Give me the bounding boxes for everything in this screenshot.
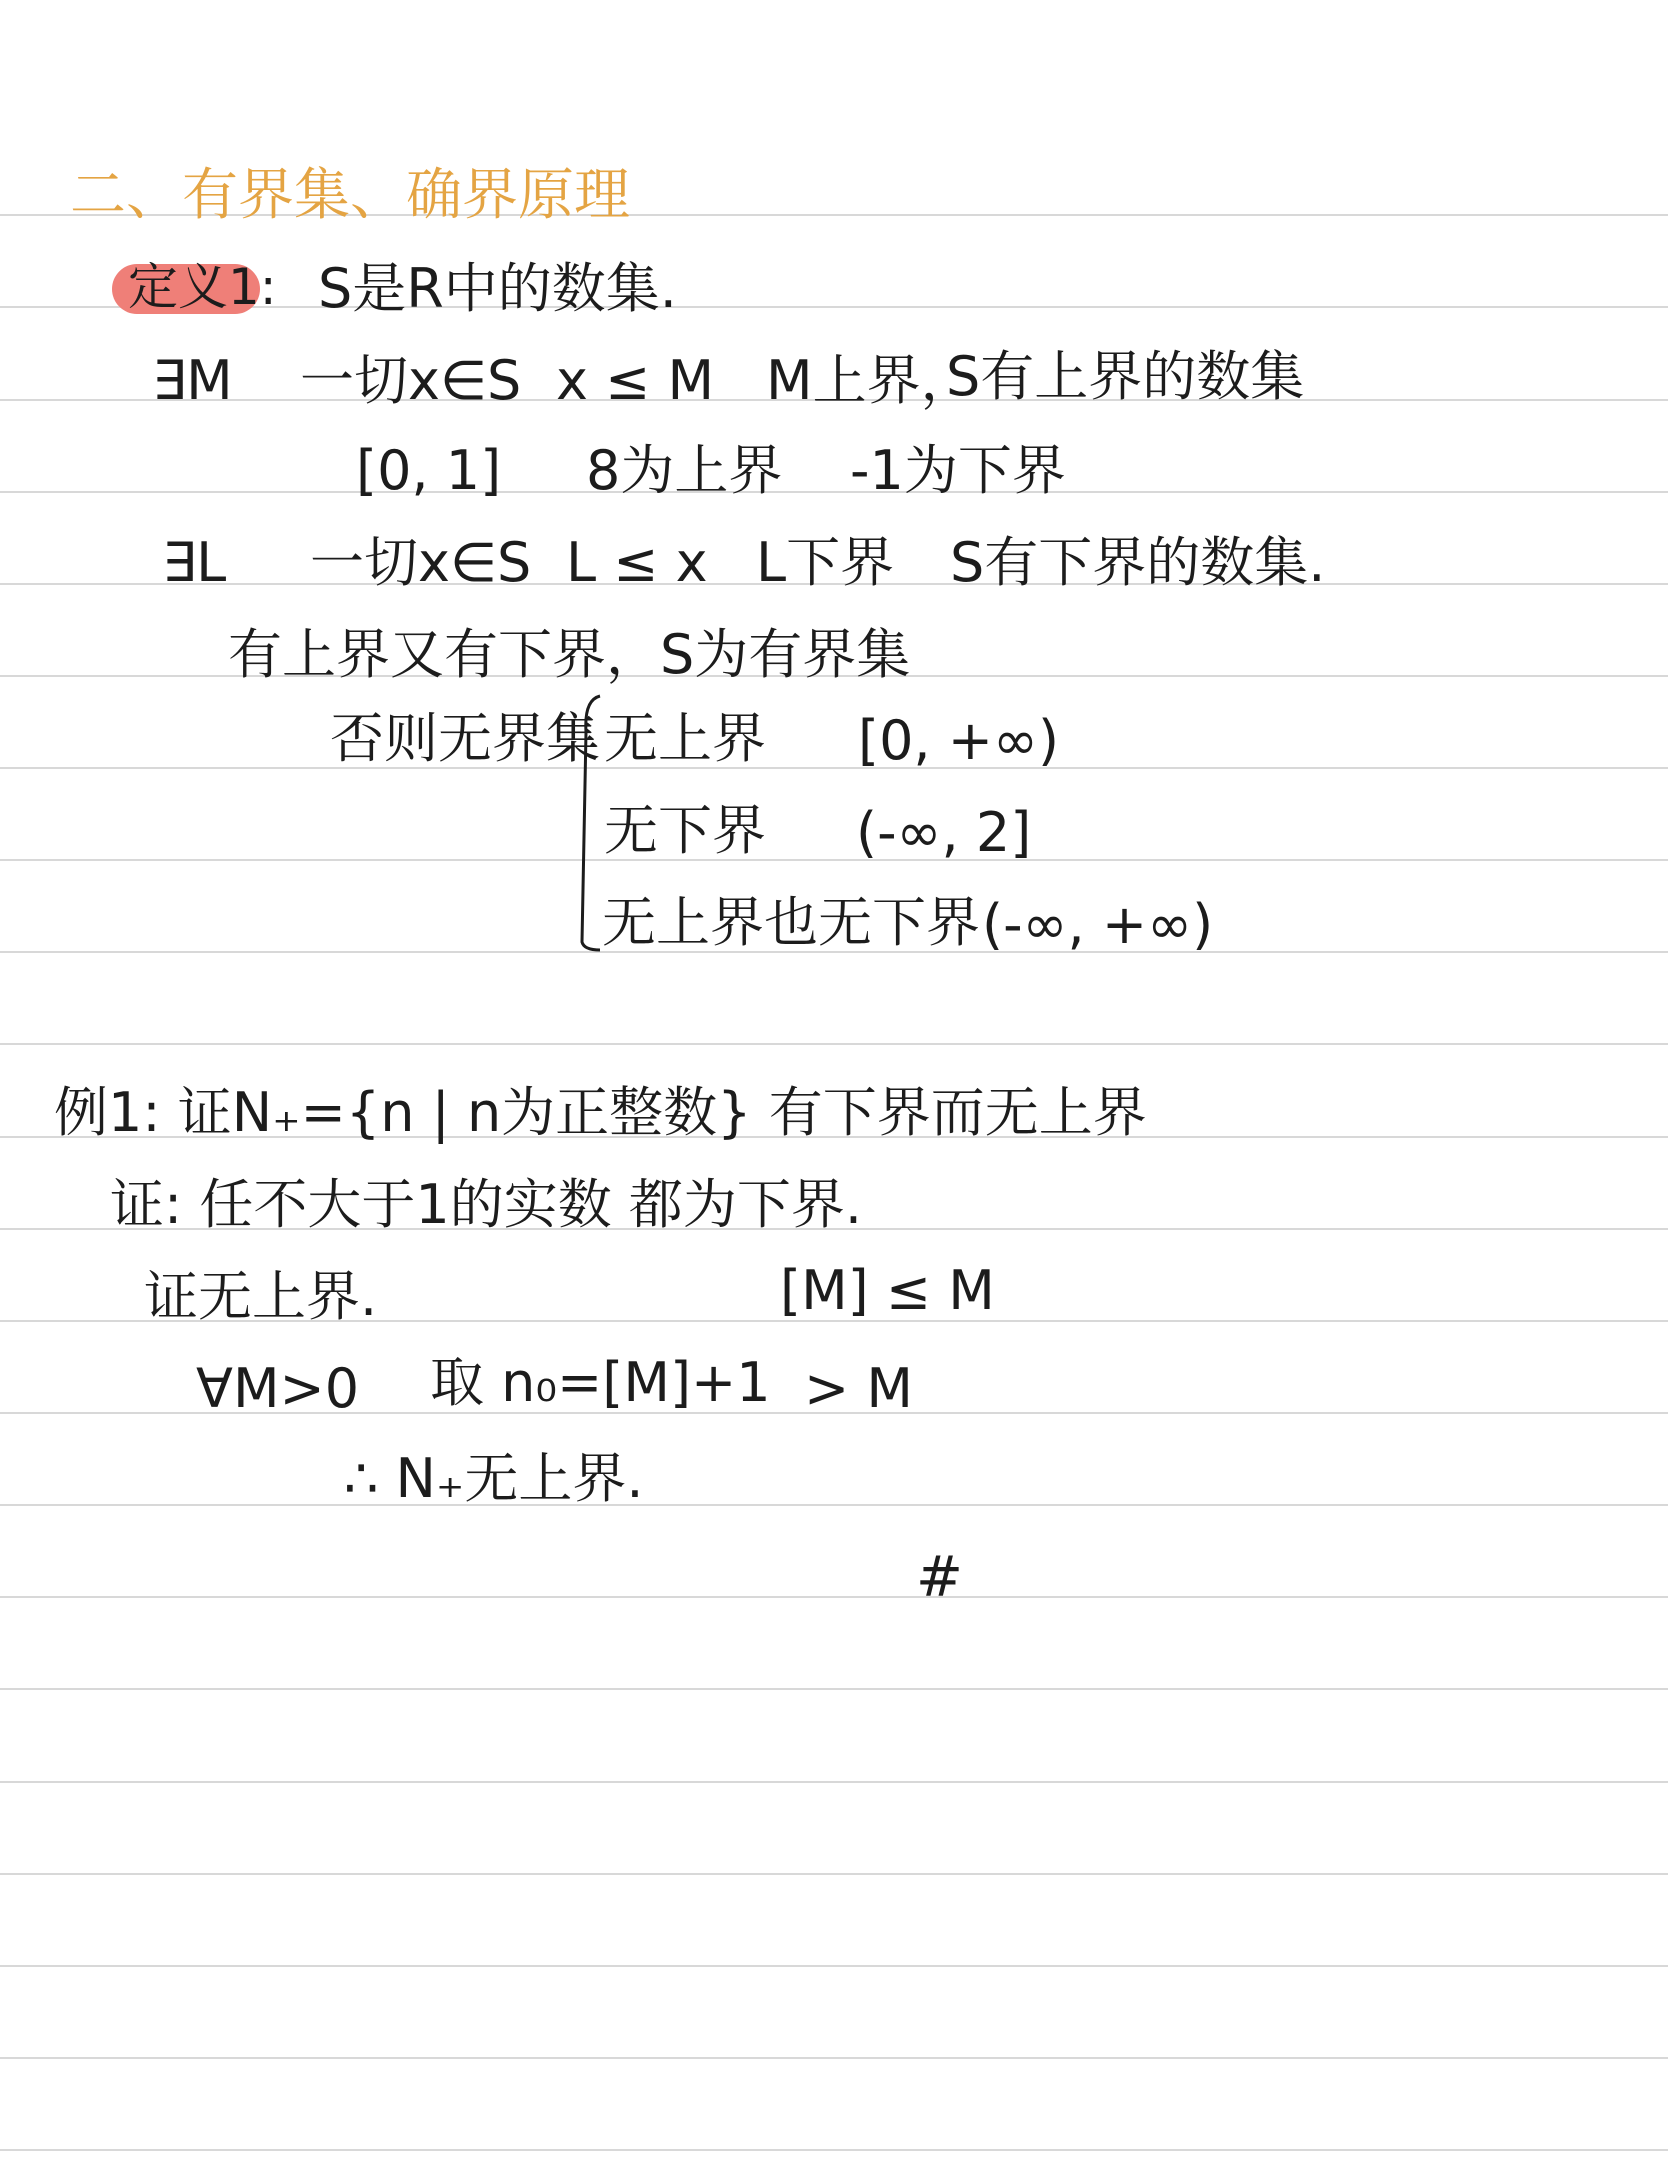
proof-step: ∀M>0: [196, 1357, 360, 1420]
upper-bound-name: M上界，: [766, 349, 975, 412]
proof-conclusion: ∴ N₊无上界.: [344, 1447, 644, 1510]
floor-inequality: [M] ≤ M: [780, 1259, 995, 1322]
upper-set-name: S有上界的数集: [946, 345, 1305, 408]
example1-statement: 例1: 证N₊={n | n为正整数} 有下界而无上界: [54, 1081, 1147, 1144]
upper-inequality: x ≤ M: [556, 349, 715, 412]
lower-bound-name: L下界: [756, 531, 895, 594]
proof-take-result: > M: [804, 1357, 914, 1420]
lower-condition: 一切x∈S: [310, 531, 532, 594]
case-3-example: (-∞, +∞): [982, 893, 1214, 956]
section-title: 二、有界集、确界原理: [70, 163, 630, 228]
example-upper-bound: 8为上界: [586, 439, 783, 502]
case-1-text: 无上界: [604, 707, 766, 770]
upper-condition: 一切x∈S: [300, 349, 522, 412]
case-2-example: (-∞, 2]: [856, 801, 1032, 864]
case-1-example: [0, +∞): [858, 709, 1060, 772]
lower-inequality: L ≤ x: [566, 531, 708, 594]
end-mark: #: [916, 1545, 963, 1610]
proof-upper-label: 证无上界.: [144, 1265, 378, 1328]
case-3-text: 无上界也无下界: [602, 891, 980, 954]
upper-quantifier: ∃M: [152, 349, 233, 412]
case-2-text: 无下界: [604, 799, 766, 862]
lower-quantifier: ∃L: [162, 531, 227, 594]
unbounded-label: 否则无界集: [330, 707, 600, 770]
definition-intro: S是R中的数集.: [318, 257, 677, 320]
example-lower-bound: -1为下界: [850, 439, 1066, 502]
lower-set-name: S有下界的数集.: [950, 531, 1326, 594]
proof-lower-bound: 证: 任不大于1的实数 都为下界.: [110, 1173, 863, 1236]
bounded-set-note: 有上界又有下界，S为有界集: [228, 623, 911, 686]
example-interval: [0, 1]: [356, 439, 502, 502]
definition-label: 定义1:: [128, 258, 277, 316]
proof-take: 取 n₀=[M]+1: [430, 1351, 771, 1414]
